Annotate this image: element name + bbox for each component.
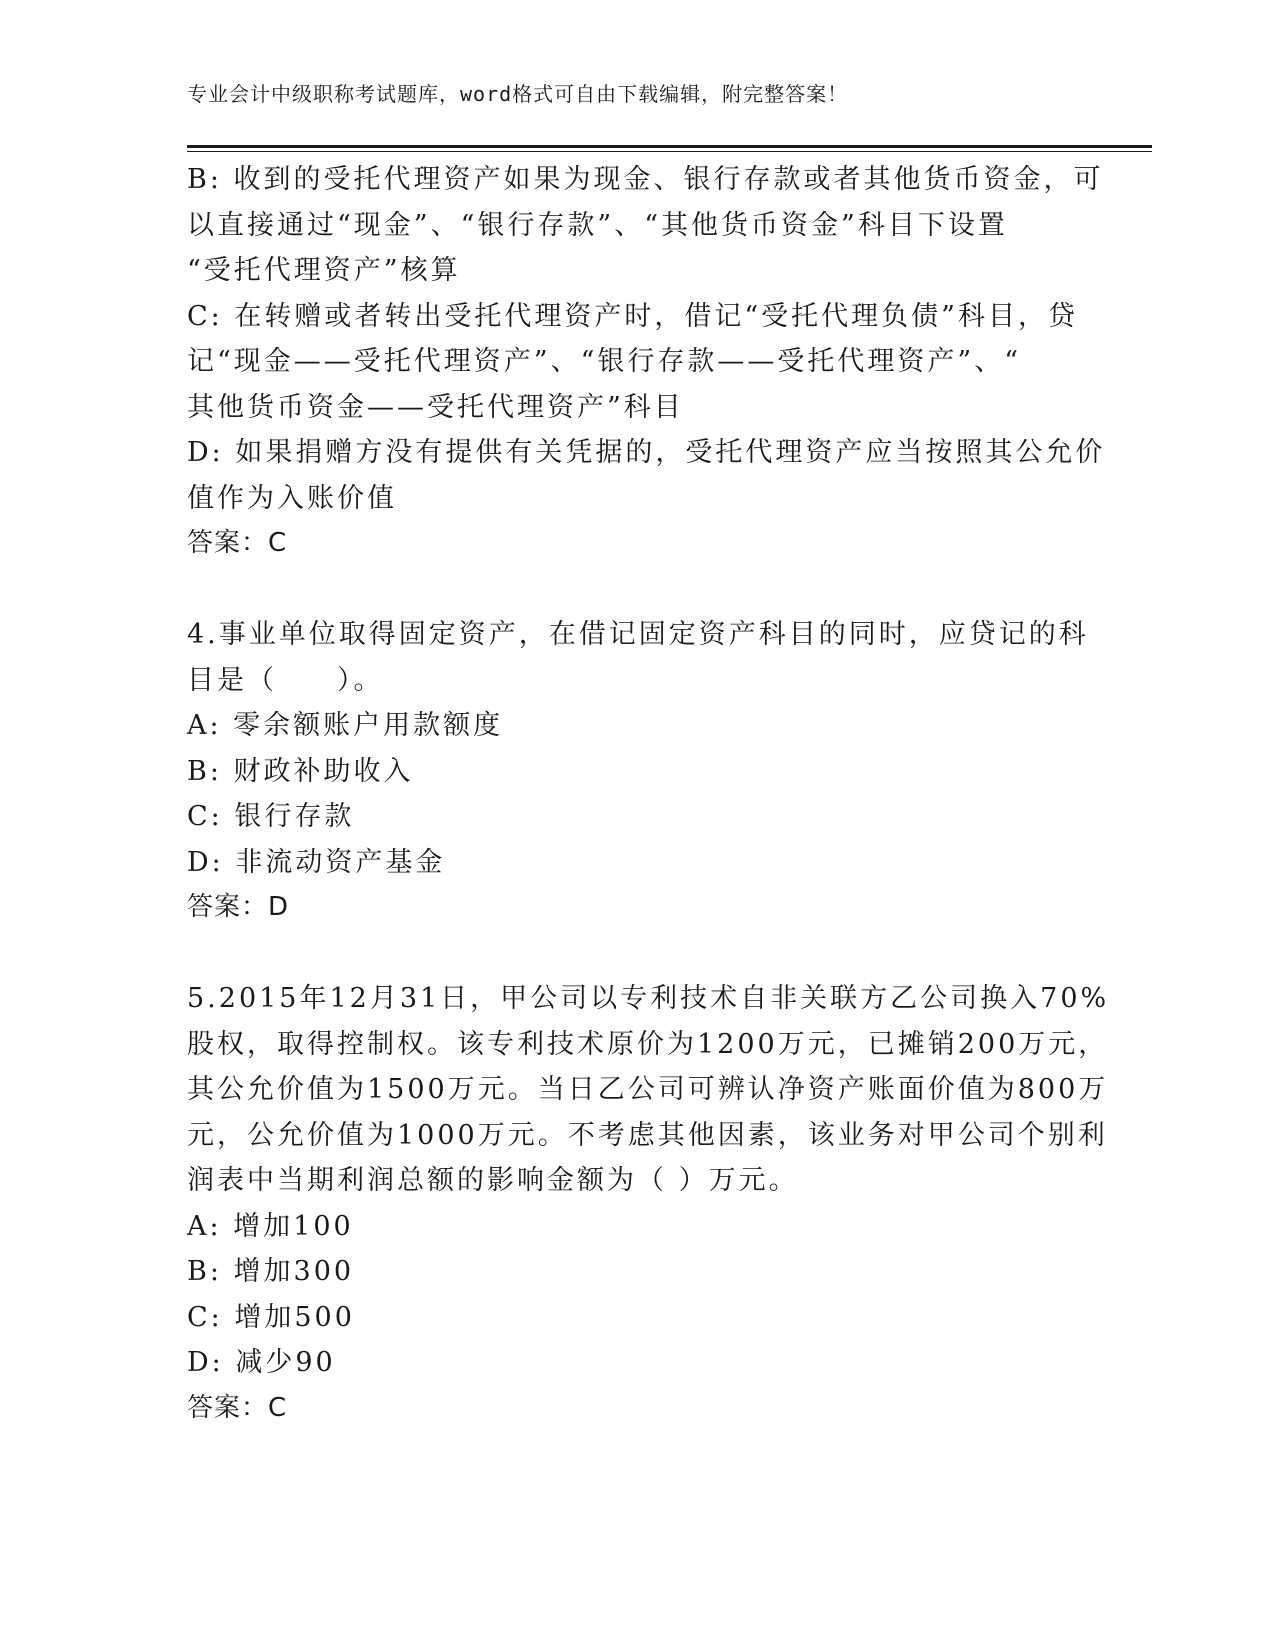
q5-answer: 答案：C bbox=[187, 1392, 288, 1423]
q5-stem-line-1: 5.2015年12月31日，甲公司以专利技术自非关联方乙公司换入70% bbox=[187, 983, 1110, 1014]
q5-stem-line-4: 元，公允价值为1000万元。不考虑其他因素，该业务对甲公司个别利 bbox=[187, 1119, 1108, 1151]
q4-stem-line-1: 4.事业单位取得固定资产，在借记固定资产科目的同时，应贷记的科 bbox=[187, 619, 1089, 650]
q4-option-d: D: 非流动资产基金 bbox=[187, 846, 446, 878]
header-rule-thick bbox=[187, 145, 1152, 148]
page-header: 专业会计中级职称考试题库，word格式可自由下载编辑，附完整答案！ bbox=[187, 82, 849, 106]
q3-option-c-line-1: C: 在转赠或者转出受托代理资产时，借记“受托代理负债”科目，贷 bbox=[187, 300, 1078, 332]
q3-option-d-line-2: 值作为入账价值 bbox=[187, 482, 397, 514]
question-3 bbox=[187, 157, 1106, 567]
q4-stem-line-2: 目是（ ）。 bbox=[187, 664, 384, 696]
q5-option-d: D: 减少90 bbox=[187, 1347, 336, 1378]
spacer bbox=[187, 567, 1077, 613]
q4-answer: 答案：D bbox=[187, 892, 290, 922]
document-body bbox=[187, 157, 1110, 1431]
q5-option-a: A: 增加100 bbox=[187, 1210, 354, 1242]
q3-option-b-line-3: “受托代理资产”核算 bbox=[187, 255, 461, 286]
q5-option-b: B: 增加300 bbox=[187, 1256, 355, 1287]
q3-option-c-line-3: 其他货币资金——受托代理资产”科目 bbox=[187, 391, 684, 423]
question-4 bbox=[187, 612, 1089, 931]
header-rule-thin bbox=[187, 151, 1152, 152]
q4-option-b: B: 财政补助收入 bbox=[187, 755, 414, 787]
q5-stem-line-5: 润表中当期利润总额的影响金额为（ ）万元。 bbox=[187, 1165, 799, 1196]
question-5 bbox=[187, 976, 1110, 1431]
q3-option-b-line-1: B: 收到的受托代理资产如果为现金、银行存款或者其他货币资金，可 bbox=[187, 164, 1104, 195]
q5-stem-line-2: 股权，取得控制权。该专利技术原价为1200万元，已摊销200万元， bbox=[187, 1028, 1109, 1060]
q3-option-d-line-1: D: 如果捐赠方没有提供有关凭据的，受托代理资产应当按照其公允价 bbox=[187, 437, 1106, 468]
q3-option-b-line-2: 以直接通过“现金”、“银行存款”、“其他货币资金”科目下设置 bbox=[187, 209, 1008, 241]
q3-answer: 答案：C bbox=[187, 528, 288, 558]
spacer bbox=[187, 931, 1077, 977]
q4-option-c: C: 银行存款 bbox=[187, 801, 355, 832]
q4-option-a: A: 零余额账户用款额度 bbox=[187, 710, 504, 741]
q3-option-c-line-2: 记“现金——受托代理资产”、“银行存款——受托代理资产”、“ bbox=[187, 346, 1022, 377]
q5-stem-line-3: 其公允价值为1500万元。当日乙公司可辨认净资产账面价值为800万 bbox=[187, 1074, 1109, 1105]
q5-option-c: C: 增加500 bbox=[187, 1301, 355, 1333]
